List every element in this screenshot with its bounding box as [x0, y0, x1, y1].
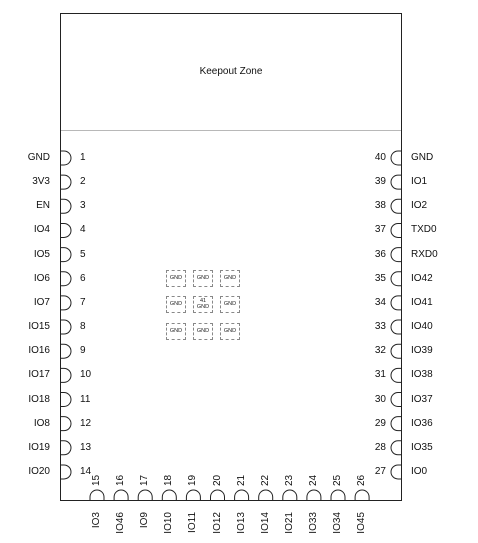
left-pin-name: IO5	[33, 248, 50, 260]
ground-pad-label: GND	[196, 303, 210, 310]
bottom-pin-pad	[331, 490, 345, 501]
bottom-pin-number: 23	[283, 474, 295, 486]
keepout-zone-label: Keepout Zone	[199, 66, 263, 77]
bottom-pin-name: IO34	[332, 512, 343, 534]
bottom-pin-name: IO33	[307, 512, 319, 534]
right-pin-pad	[391, 465, 402, 479]
ground-pad-label: GND	[169, 300, 183, 307]
right-pin-name: IO0	[411, 465, 428, 477]
bottom-pin-number: 19	[187, 474, 199, 486]
left-pin-pad	[60, 417, 71, 431]
left-pin-number: 5	[80, 248, 86, 260]
bottom-pin-name: IO10	[163, 512, 175, 534]
left-pin-name: IO18	[28, 393, 50, 405]
ground-pad	[220, 323, 240, 340]
bottom-pin-pad	[235, 490, 249, 501]
left-pin-number: 10	[80, 369, 92, 381]
bottom-pin-number: 16	[115, 474, 127, 486]
ground-pad-number: 41	[199, 297, 207, 304]
bottom-pin-name: IO45	[356, 512, 368, 534]
right-pin-number: 34	[374, 296, 386, 308]
right-pin-name: IO36	[411, 417, 433, 429]
ground-pad-label: GND	[223, 274, 237, 281]
left-pin-name: GND	[27, 152, 50, 163]
bottom-pin-name: IO9	[139, 512, 151, 529]
left-pin-name: IO19	[28, 441, 50, 453]
bottom-pin-pad	[355, 490, 369, 501]
bottom-pin-name: IO13	[235, 512, 247, 534]
bottom-pin-name: IO3	[91, 512, 102, 529]
right-pin-number: 37	[374, 224, 386, 236]
left-pin-pad	[60, 151, 71, 165]
left-pin-pad	[60, 393, 71, 407]
bottom-pin-name: IO12	[211, 512, 223, 534]
ground-pad	[166, 296, 186, 313]
right-pin-number: 30	[374, 393, 386, 405]
ground-pad-label: GND	[169, 327, 183, 334]
right-pin-number: 38	[374, 200, 386, 212]
left-pin-name: IO6	[33, 272, 50, 284]
ground-pad	[220, 296, 240, 313]
bottom-pin-pad	[90, 490, 104, 501]
right-pin-pad	[391, 175, 402, 189]
left-pin-name: IO7	[33, 296, 50, 308]
bottom-pin-pad	[259, 490, 273, 501]
left-pin-number: 7	[80, 296, 86, 308]
left-pin-pad	[60, 175, 71, 189]
left-pin-pad	[60, 223, 71, 237]
right-pin-name: IO35	[411, 441, 433, 453]
left-pin-number: 13	[80, 441, 92, 453]
right-pin-pad	[391, 441, 402, 455]
right-pin-number: 32	[374, 345, 386, 357]
right-pin-name: IO41	[411, 296, 433, 308]
left-pin-pad	[60, 248, 71, 262]
ground-pad	[166, 270, 186, 287]
bottom-pin-number: 26	[356, 474, 368, 486]
left-pin-pad	[60, 441, 71, 455]
left-pin-name: EN	[36, 200, 50, 212]
right-pin-name: GND	[411, 152, 434, 163]
left-pin-number: 8	[80, 321, 86, 333]
left-pin-number: 14	[80, 465, 92, 477]
right-pin-pad	[391, 296, 402, 310]
left-pin-name: IO16	[28, 345, 50, 357]
bottom-pin-pad	[283, 490, 297, 501]
right-pin-number: 36	[374, 248, 386, 260]
left-pin-name: 3V3	[32, 176, 50, 188]
right-pin-name: IO2	[411, 200, 428, 212]
left-pin-pad	[60, 296, 71, 310]
left-pin-name: IO8	[33, 417, 50, 429]
left-pin-number: 1	[80, 152, 86, 163]
left-pin-number: 4	[80, 224, 86, 236]
bottom-pin-number: 20	[211, 474, 223, 486]
left-pin-pad	[60, 368, 71, 382]
bottom-pin-pad	[138, 490, 152, 501]
bottom-pin-name: IO46	[115, 512, 127, 534]
ground-pad	[220, 270, 240, 287]
right-pin-number: 39	[374, 176, 386, 188]
right-pin-number: 28	[374, 441, 386, 453]
bottom-pin-number: 17	[139, 474, 151, 486]
ground-pad	[193, 323, 213, 340]
ground-pad-label: GND	[169, 274, 183, 281]
right-pin-name: IO37	[411, 393, 433, 405]
bottom-pin-pad	[211, 490, 225, 501]
left-pin-pad	[60, 272, 71, 286]
bottom-pin-pad	[114, 490, 128, 501]
left-pin-number: 3	[80, 200, 86, 212]
ground-pad-label: GND	[196, 327, 210, 334]
left-pin-number: 6	[80, 272, 86, 284]
right-pin-pad	[391, 272, 402, 286]
right-pin-name: IO42	[411, 272, 433, 284]
right-pin-name: RXD0	[411, 248, 438, 260]
bottom-pin-pad	[186, 490, 200, 501]
right-pin-pad	[391, 320, 402, 334]
right-pin-number: 35	[374, 272, 386, 284]
left-pin-name: IO15	[28, 321, 50, 333]
right-pin-name: IO38	[411, 369, 433, 381]
left-pin-pad	[60, 320, 71, 334]
right-pin-pad	[391, 368, 402, 382]
bottom-pin-number: 24	[307, 474, 319, 486]
right-pin-number: 33	[374, 321, 386, 333]
left-pin-name: IO4	[33, 224, 50, 236]
left-pin-pad	[60, 465, 71, 479]
right-pin-pad	[391, 344, 402, 358]
right-pin-pad	[391, 393, 402, 407]
bottom-pin-pad	[162, 490, 176, 501]
ground-pad-41	[193, 296, 213, 313]
right-pin-name: IO39	[411, 345, 433, 357]
ground-pad-label: GND	[223, 300, 237, 307]
bottom-pin-name: IO14	[259, 512, 271, 534]
right-pin-name: TXD0	[411, 224, 437, 236]
right-pin-pad	[391, 417, 402, 431]
ground-pad	[166, 323, 186, 340]
left-pin-name: IO20	[28, 465, 50, 477]
left-pin-pad	[60, 344, 71, 358]
left-pin-number: 9	[80, 345, 86, 357]
left-pin-name: IO17	[28, 369, 50, 381]
bottom-pin-number: 25	[332, 474, 343, 486]
right-pin-number: 31	[374, 369, 386, 381]
right-pin-pad	[391, 151, 402, 165]
bottom-pin-number: 15	[91, 474, 102, 486]
bottom-pin-number: 22	[259, 474, 271, 486]
ground-pad-label: GND	[196, 274, 210, 281]
right-pin-number: 29	[374, 417, 386, 429]
bottom-pin-number: 18	[163, 474, 175, 486]
right-pin-name: IO40	[411, 321, 433, 333]
left-pin-pad	[60, 199, 71, 213]
left-pin-number: 2	[80, 176, 86, 188]
right-pin-name: IO1	[411, 176, 428, 188]
ground-pad	[193, 270, 213, 287]
right-pin-pad	[391, 223, 402, 237]
bottom-pin-number: 21	[235, 474, 247, 486]
right-pin-number: 40	[374, 152, 386, 163]
right-pin-pad	[391, 199, 402, 213]
right-pin-pad	[391, 248, 402, 262]
bottom-pin-name: IO11	[187, 512, 199, 533]
bottom-pin-name: IO21	[283, 512, 295, 534]
right-pin-number: 27	[374, 465, 386, 477]
left-pin-number: 12	[80, 417, 92, 429]
ground-pad-label: GND	[223, 327, 237, 334]
left-pin-number: 11	[80, 393, 91, 405]
bottom-pin-pad	[307, 490, 321, 501]
